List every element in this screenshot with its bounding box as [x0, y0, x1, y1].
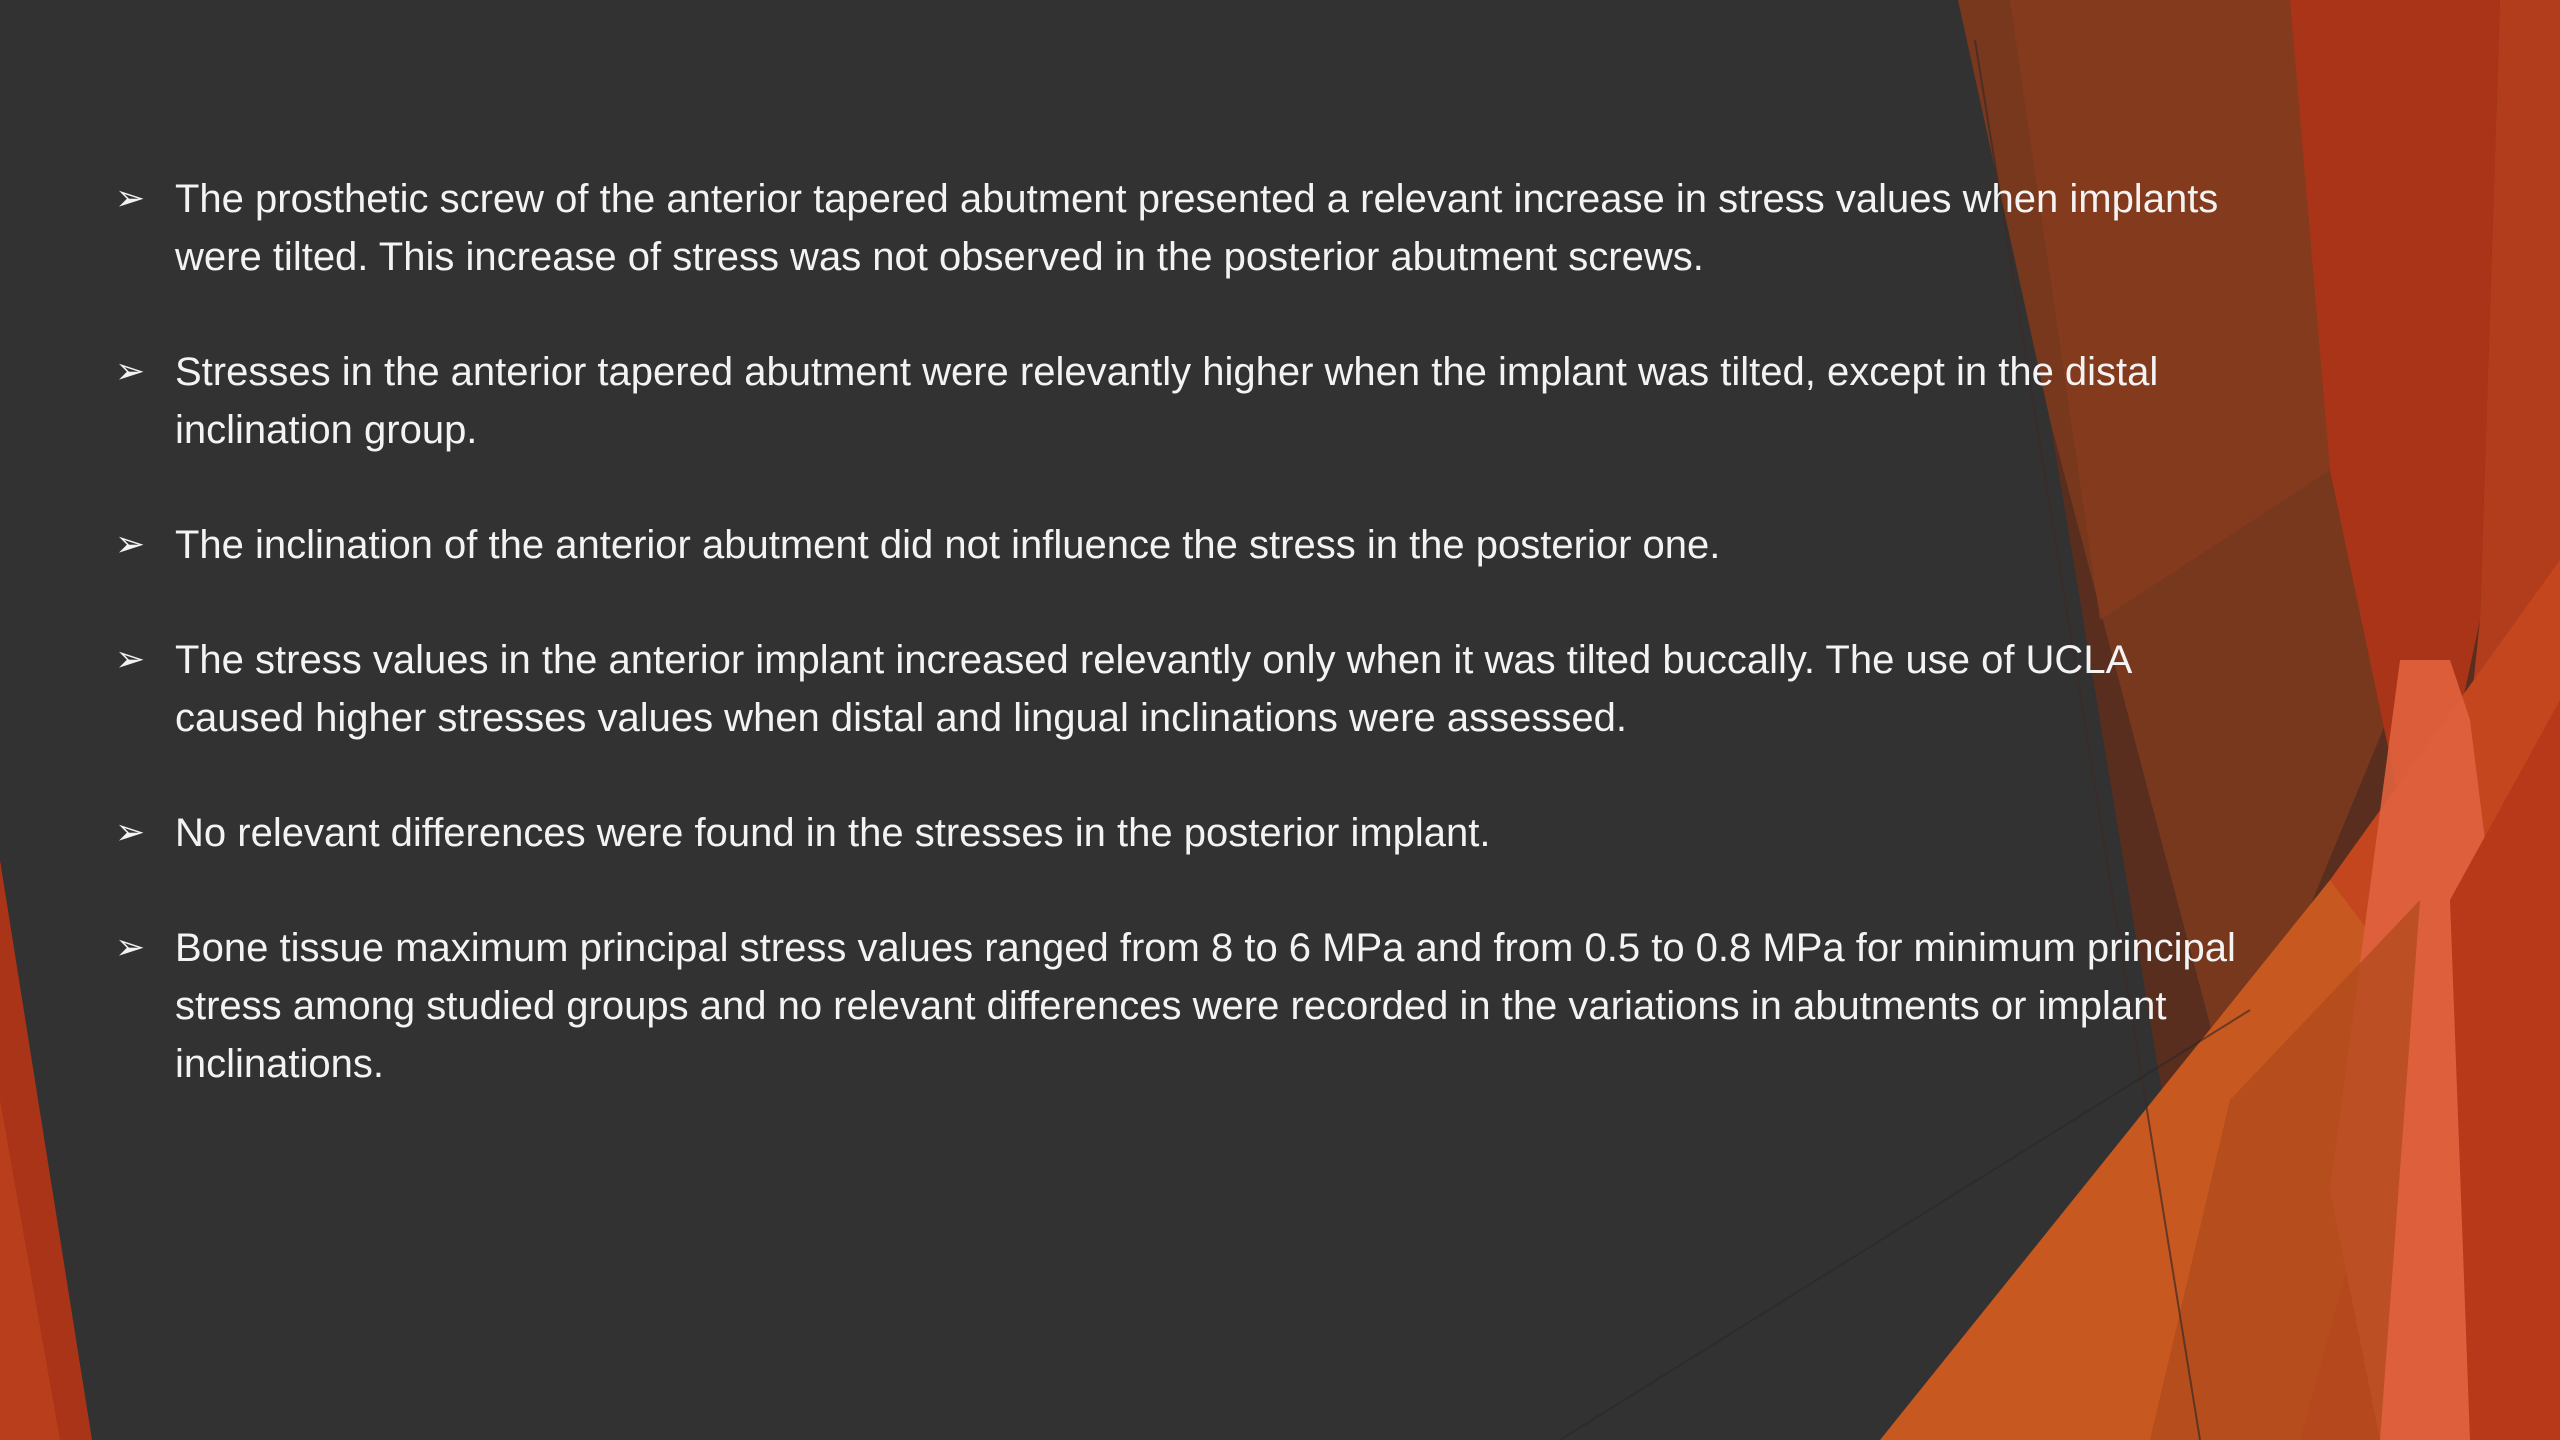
bullet-item	[112, 631, 2242, 747]
bullet-item	[112, 919, 2242, 1093]
arrowhead-bullet-icon: ➢	[115, 639, 146, 680]
arrowhead-bullet-icon: ➢	[115, 927, 146, 968]
bullet-text: The inclination of the anterior abutment did not influence the stress in the posterior one.	[175, 523, 1721, 567]
bullet-text: Bone tissue maximum principal stress values ranged from 8 to 6 MPa and from 0.5 to 0.8 MPa for minimum principal stress among studied groups and no relevant differences were recorded in the variations in abutments or implant inclinations.	[175, 926, 2236, 1086]
bullet-text: The prosthetic screw of the anterior tapered abutment presented a relevant increase in stress values when implants were tilted. This increase of stress was not observed in the posterior abutment screws.	[175, 177, 2219, 279]
bullet-text: The stress values in the anterior implant increased relevantly only when it was tilted buccally. The use of UCLA caused higher stresses values when distal and lingual inclinations were assessed.	[175, 638, 2131, 740]
bullet-item	[112, 804, 2242, 862]
bullet-text: No relevant differences were found in the stresses in the posterior implant.	[175, 811, 1491, 855]
bullet-item	[112, 170, 2242, 286]
arrowhead-bullet-icon: ➢	[115, 178, 146, 219]
arrowhead-bullet-icon: ➢	[115, 351, 146, 392]
bullet-list	[112, 170, 2242, 1150]
arrowhead-bullet-icon: ➢	[115, 524, 146, 565]
arrowhead-bullet-icon: ➢	[115, 812, 146, 853]
bullet-text: Stresses in the anterior tapered abutment were relevantly higher when the implant was tilted, except in the distal inclination group.	[175, 350, 2159, 452]
bullet-item	[112, 516, 2242, 574]
bullet-item	[112, 343, 2242, 459]
